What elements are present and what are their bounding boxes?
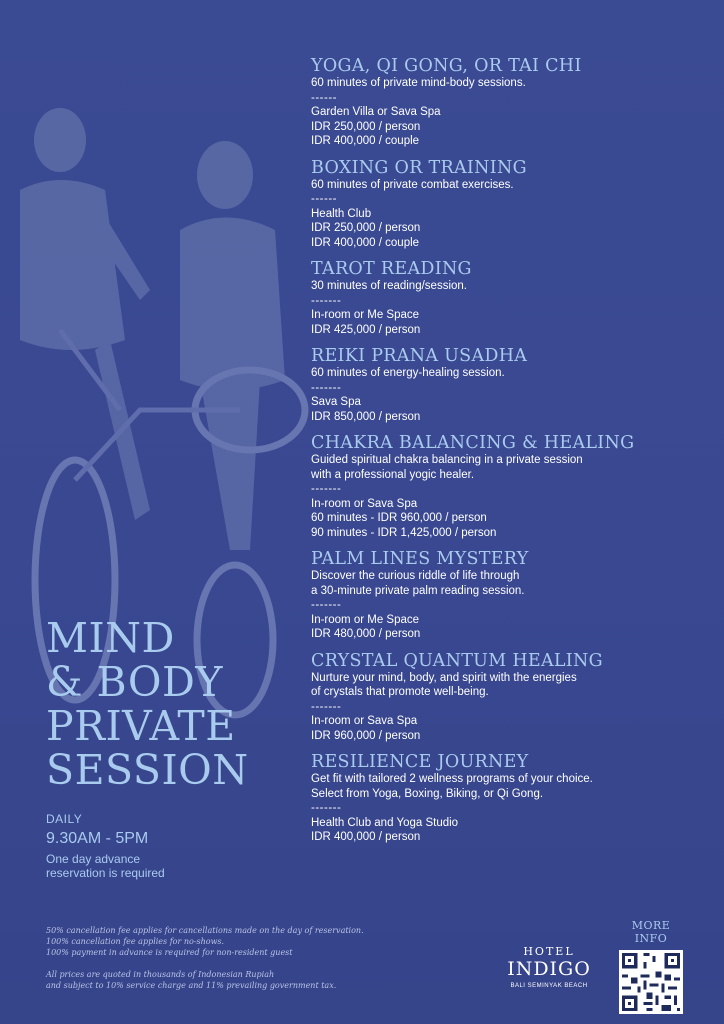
policy-line: 50% cancellation fee applies for cancellations made on the day of reservation. xyxy=(46,926,364,935)
session-title: YOGA, QI GONG, OR TAI CHI xyxy=(311,56,582,76)
more-info xyxy=(615,919,687,1019)
session-description: 60 minutes of energy-healing session. xyxy=(311,367,505,379)
headline-line: & BODY xyxy=(46,658,223,706)
session-detail: Sava Spa xyxy=(311,396,361,408)
price-note-line: and subject to 10% service charge and 11% prevailing government tax. xyxy=(46,981,337,990)
session-detail: Garden Villa or Sava Spa xyxy=(311,106,441,118)
schedule-info xyxy=(46,812,165,880)
session-title: BOXING OR TRAINING xyxy=(311,157,527,178)
session-detail: IDR 960,000 / person xyxy=(311,729,421,742)
session-description: Select from Yoga, Boxing, Biking, or Qi Gong. xyxy=(311,787,544,800)
more-info-label: MORE INFO xyxy=(631,919,671,945)
session-description: of crystals that promote well-being. xyxy=(311,686,489,698)
session-item xyxy=(311,158,711,251)
session-detail: Health Club xyxy=(311,207,372,220)
session-detail: In-room or Me Space xyxy=(311,613,420,626)
session-divider: ------- xyxy=(311,483,342,495)
session-divider: ------ xyxy=(311,193,337,205)
session-detail: IDR 480,000 / person xyxy=(311,628,421,640)
session-divider: ------- xyxy=(311,294,342,307)
session-divider: ------- xyxy=(311,599,342,611)
session-item xyxy=(311,651,711,744)
session-item xyxy=(311,752,711,845)
policy-line: 100% cancellation fee applies for no-shows. xyxy=(46,937,225,946)
session-detail: In-room or Sava Spa xyxy=(311,715,418,727)
hotel-indigo-logo xyxy=(497,945,601,989)
session-item xyxy=(311,259,711,337)
session-detail: 60 minutes - IDR 960,000 / person xyxy=(311,512,487,524)
session-detail: IDR 400,000 / person xyxy=(311,831,421,843)
daily-label: DAILY xyxy=(46,812,83,826)
reservation-note-line: reservation is required xyxy=(46,866,165,880)
headline-line: SESSION xyxy=(46,746,249,794)
session-description: Discover the curious riddle of life through xyxy=(311,570,520,582)
session-divider: ------- xyxy=(311,381,342,394)
headline-line: PRIVATE xyxy=(46,702,236,750)
session-divider: ------- xyxy=(311,802,342,814)
session-title: CRYSTAL QUANTUM HEALING xyxy=(311,650,603,671)
session-description: Get fit with tailored 2 wellness programs of your choice. xyxy=(311,773,593,785)
session-detail: IDR 425,000 / person xyxy=(311,323,421,336)
logo-brand-text: INDIGO xyxy=(507,958,591,980)
session-item xyxy=(311,549,711,642)
session-title: TAROT READING xyxy=(311,259,472,279)
session-item xyxy=(311,433,711,540)
session-description: 60 minutes of private mind-body sessions. xyxy=(311,77,526,89)
session-detail: In-room or Me Space xyxy=(311,309,420,321)
session-list xyxy=(311,56,711,854)
session-description: 30 minutes of reading/session. xyxy=(311,280,467,292)
fine-print xyxy=(46,925,406,991)
session-description: 60 minutes of private combat exercises. xyxy=(311,178,514,191)
session-item xyxy=(311,346,711,424)
session-description: Nurture your mind, body, and spirit with the energies xyxy=(311,671,577,684)
session-detail: IDR 400,000 / couple xyxy=(311,135,420,147)
session-title: CHAKRA BALANCING & HEALING xyxy=(311,433,635,453)
session-title: PALM LINES MYSTERY xyxy=(311,549,529,569)
price-note-line: All prices are quoted in thousands of Indonesian Rupiah xyxy=(46,970,275,979)
headline xyxy=(46,616,249,792)
session-detail: IDR 250,000 / person xyxy=(311,120,421,133)
session-detail: IDR 250,000 / person xyxy=(311,222,421,234)
reservation-note-line: One day advance xyxy=(46,852,141,866)
session-item xyxy=(311,56,711,149)
session-detail: Health Club and Yoga Studio xyxy=(311,816,459,829)
logo-location-text: BALI SEMINYAK BEACH xyxy=(510,983,588,989)
reservation-note xyxy=(46,852,165,880)
session-description: with a professional yogic healer. xyxy=(311,468,475,481)
session-divider: ------ xyxy=(311,91,337,104)
policy-line: 100% payment in advance is required for non-resident guest xyxy=(46,948,293,957)
session-detail: 90 minutes - IDR 1,425,000 / person xyxy=(311,526,497,539)
session-title: REIKI PRANA USADHA xyxy=(311,346,528,366)
session-description: a 30-minute private palm reading session. xyxy=(311,584,525,597)
session-detail: In-room or Sava Spa xyxy=(311,497,418,510)
headline-line: MIND xyxy=(46,614,175,662)
session-divider: ------- xyxy=(311,700,342,713)
qr-code-icon[interactable] xyxy=(619,950,683,1014)
session-title: RESILIENCE JOURNEY xyxy=(311,752,529,772)
daily-hours: 9.30AM - 5PM xyxy=(46,830,149,847)
logo-hotel-text: HOTEL xyxy=(523,945,575,958)
session-detail: IDR 850,000 / person xyxy=(311,410,421,423)
session-description: Guided spiritual chakra balancing in a private session xyxy=(311,454,583,466)
session-detail: IDR 400,000 / couple xyxy=(311,236,420,249)
